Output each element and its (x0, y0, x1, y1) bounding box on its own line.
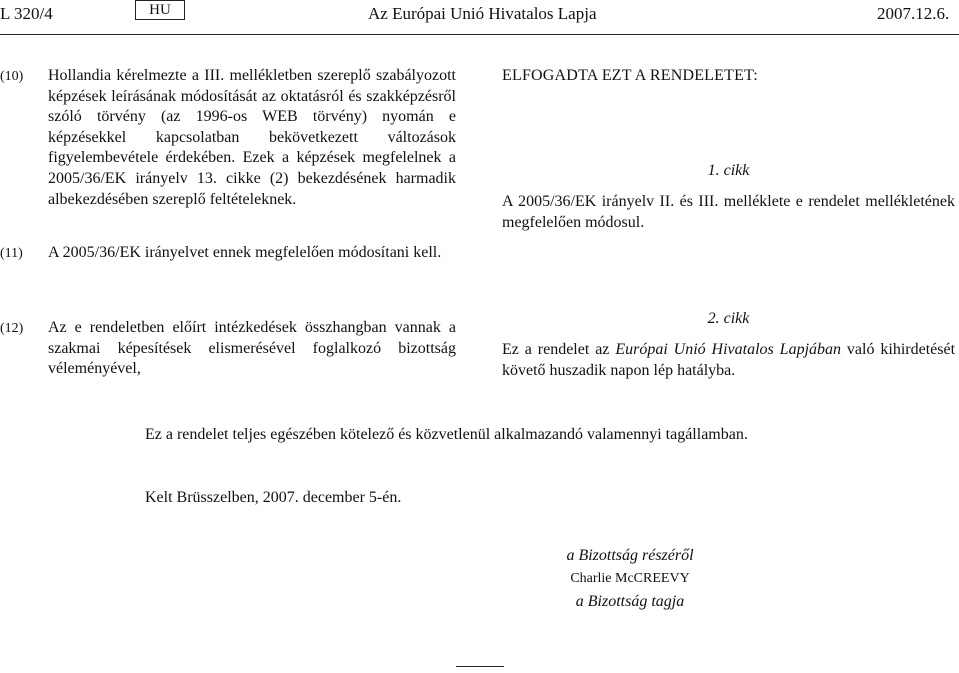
article-1-text: A 2005/36/EK irányelv II. és III. melléklete e rendelet mellékletének megfelelően módosul. (502, 193, 955, 231)
adoption-formula: ELFOGADTA EZT A RENDELETET: (502, 67, 758, 84)
publication-date: 2007.12.6. (877, 4, 950, 23)
article-2-title: 2. cikk (707, 310, 750, 327)
article-2-text-after: való kihirdetését követő huszadik napon lép hatályba. (502, 341, 956, 379)
article-1-title: 1. cikk (707, 162, 750, 179)
header-divider (0, 34, 959, 35)
recital-text: Hollandia kérelmezte a III. mellékletben szereplő szabályozott képzések leírásának módosítását az oktatásról és szakképzésről szóló törvény (az 1996-os WEB törvény) nyomán e képzésekkel kapcsolatban bekövetkezett változások figyelembevétele érdekében. Ezek a képzések megfelelnek a 2005/36/EK irányelv 13. cikke (2) bekezdésének harmadik albekezdésében szereplő feltételeknek. (48, 67, 456, 208)
signature-block (460, 546, 800, 612)
recital-11 (0, 243, 456, 264)
article-2-text-before: Ez a rendelet az (502, 341, 616, 358)
signatory-role: a Bizottság tagja (575, 593, 685, 610)
recital-number: (10) (0, 69, 24, 84)
recital-number: (11) (0, 246, 23, 261)
language-badge: HU (135, 0, 185, 20)
journal-name-italic: Európai Unió Hivatalos Lapjában (615, 341, 842, 358)
signatory-name: Charlie McCREEVY (570, 571, 690, 586)
done-at: Kelt Brüsszelben, 2007. december 5-én. (145, 489, 402, 506)
recital-text: A 2005/36/EK irányelvet ennek megfelelően módosítani kell. (48, 244, 442, 261)
page-reference: L 320/4 (0, 4, 53, 23)
recital-text: Az e rendeletben előírt intézkedések összhangban vannak a szakmai képesítések elismerésével foglalkozó bizottság véleményével, (48, 319, 456, 378)
binding-clause: Ez a rendelet teljes egészében kötelező és közvetlenül alkalmazandó valamennyi tagállamban. (145, 426, 748, 443)
recital-number: (12) (0, 321, 24, 336)
recital-12 (0, 318, 456, 380)
footer-divider (456, 666, 504, 667)
article-2-text (502, 340, 955, 381)
journal-title: Az Európai Unió Hivatalos Lapja (368, 4, 597, 23)
signature-on-behalf: a Bizottság részéről (566, 547, 694, 564)
recital-10 (0, 66, 456, 210)
